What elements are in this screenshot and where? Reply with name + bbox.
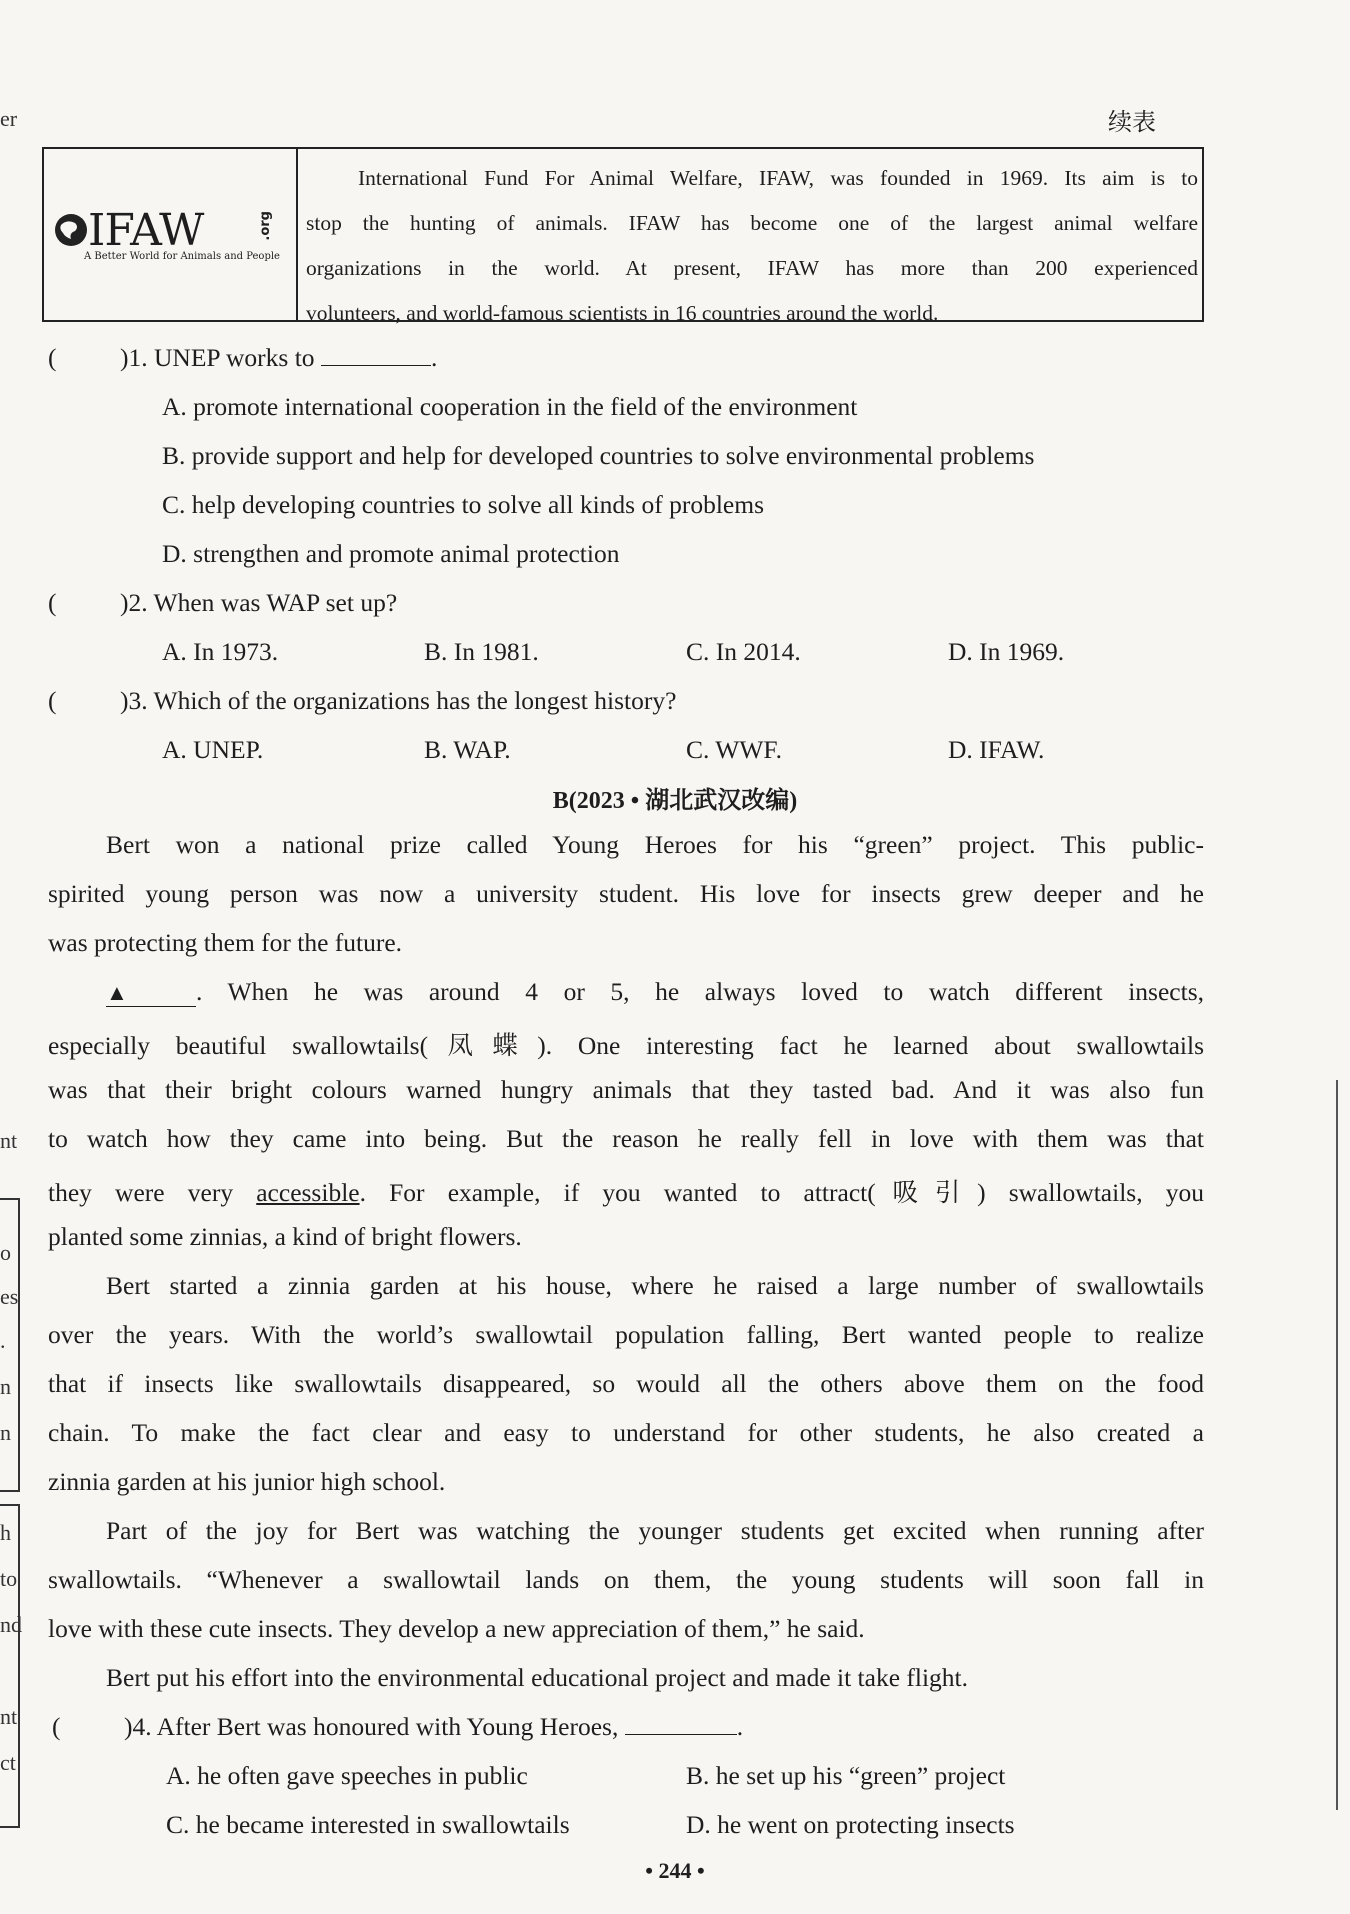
- edge-fragment: n: [0, 1420, 11, 1445]
- section-title: B(2023 • 湖北武汉改编): [552, 788, 798, 814]
- passage-line: was protecting them for the future.: [48, 928, 403, 957]
- question-stem: )4. After Bert was honoured with Young Heroes,: [124, 1712, 619, 1741]
- option-a: A. In 1973.: [162, 637, 279, 666]
- answer-bracket[interactable]: (: [48, 588, 57, 617]
- ifaw-line: organizations in the world. At present, IFAW has more than 200 experienced: [306, 256, 1198, 280]
- passage-line: especially beautiful swallowtails(凤蝶). One interesting fact he learned about swallowtails: [48, 1031, 1204, 1060]
- option-a: A. UNEP.: [162, 735, 264, 764]
- passage-line: Bert started a zinnia garden at his house, where he raised a large number of swallowtails: [106, 1271, 1204, 1300]
- option-c: C. WWF.: [686, 735, 782, 764]
- answer-bracket[interactable]: (: [48, 686, 57, 715]
- option-b: B. he set up his “green” project: [686, 1761, 1006, 1790]
- edge-fragment: ct: [0, 1750, 16, 1775]
- option-d: D. he went on protecting insects: [686, 1810, 1015, 1839]
- passage-line: chain. To make the fact clear and easy to understand for other students, he also created a: [48, 1418, 1204, 1447]
- edge-fragment: h: [0, 1520, 11, 1545]
- option-c: C. he became interested in swallowtails: [166, 1810, 570, 1839]
- passage-line: over the years. With the world’s swallowtail population falling, Bert wanted people to realize: [48, 1320, 1204, 1349]
- option-c: C. In 2014.: [686, 637, 801, 666]
- option-b: B. In 1981.: [424, 637, 539, 666]
- answer-bracket[interactable]: (: [52, 1712, 61, 1741]
- passage-line: [48, 1173, 1204, 1209]
- ifaw-description: [298, 149, 1202, 325]
- edge-fragment: to: [0, 1566, 18, 1591]
- option-c: C. help developing countries to solve all kinds of problems: [162, 490, 764, 519]
- ifaw-line: stop the hunting of animals. IFAW has become one of the largest animal welfare: [306, 211, 1198, 235]
- passage-line: love with these cute insects. They develop a new appreciation of them,” he said.: [48, 1614, 865, 1643]
- ifaw-line: volunteers, and world-famous scientists in 16 countries around the world.: [306, 301, 939, 325]
- answer-bracket[interactable]: (: [48, 343, 57, 372]
- passage-line: was that their bright colours warned hungry animals that they tasted bad. And it was also fun: [48, 1075, 1204, 1104]
- question-end: .: [430, 343, 438, 372]
- question-2: )2. When was WAP set up?: [120, 588, 398, 617]
- passage-line: [106, 977, 1204, 1007]
- margin-line: [1336, 1080, 1338, 1810]
- question-stem: )1. UNEP works to: [120, 343, 315, 372]
- question-3: )3. Which of the organizations has the longest history?: [120, 686, 677, 715]
- page-number: • 244 •: [645, 1858, 705, 1883]
- question-4: [124, 1712, 743, 1742]
- passage-text: they were very: [48, 1178, 257, 1207]
- option-a: A. promote international cooperation in the field of the environment: [162, 392, 858, 421]
- option-d: D. In 1969.: [948, 637, 1065, 666]
- option-b: B. provide support and help for developed countries to solve environmental problems: [162, 441, 1035, 470]
- passage-line: swallowtails. “Whenever a swallowtail lands on them, the young students will soon fall in: [48, 1565, 1204, 1594]
- passage-line: spirited young person was now a university student. His love for insects grew deeper and he: [48, 879, 1204, 908]
- question-1: [120, 343, 437, 373]
- ifaw-logo-org: .org: [258, 211, 273, 241]
- edge-fragment: .: [0, 1328, 6, 1353]
- passage-line: Bert put his effort into the environmental educational project and made it take flight.: [106, 1663, 969, 1692]
- answer-blank: [625, 1714, 737, 1735]
- passage-line: planted some zinnias, a kind of bright flowers.: [48, 1222, 522, 1251]
- ifaw-logo-text: IFAW: [88, 205, 204, 256]
- passage-line: Part of the joy for Bert was watching the younger students get excited when running after: [106, 1516, 1204, 1545]
- edge-fragment: nt: [0, 1128, 18, 1153]
- answer-blank: [321, 345, 431, 366]
- passage-text: . When he was around 4 or 5, he always loved to watch different insects,: [196, 977, 1204, 1006]
- passage-line: zinnia garden at his junior high school.: [48, 1467, 446, 1496]
- globe-icon: [52, 211, 90, 249]
- passage-line: to watch how they came into being. But the reason he really fell in love with them was that: [48, 1124, 1204, 1153]
- edge-fragment: o: [0, 1240, 11, 1265]
- ifaw-line: International Fund For Animal Welfare, IFAW, was founded in 1969. Its aim is to: [358, 166, 1198, 190]
- edge-fragment: er: [0, 106, 18, 131]
- edge-fragment: es: [0, 1284, 19, 1309]
- passage-line: that if insects like swallowtails disappeared, so would all the others above them on the food: [48, 1369, 1204, 1398]
- question-end: .: [736, 1712, 744, 1741]
- continued-label: 续表: [1108, 108, 1156, 136]
- ifaw-logo: [44, 149, 298, 320]
- triangle-blank[interactable]: ▲: [106, 980, 196, 1007]
- option-b: B. WAP.: [424, 735, 511, 764]
- ifaw-info-box: [42, 147, 1204, 325]
- edge-fragment: n: [0, 1374, 11, 1399]
- ifaw-tagline: A Better World for Animals and People: [84, 251, 280, 262]
- edge-fragment: nt: [0, 1704, 18, 1729]
- passage-line: Bert won a national prize called Young Heroes for his “green” project. This public-: [106, 830, 1204, 859]
- passage-text: . For example, if you wanted to attract(吸引) swallowtails, you: [359, 1178, 1204, 1207]
- option-a: A. he often gave speeches in public: [166, 1761, 528, 1790]
- edge-box: [0, 1504, 20, 1828]
- edge-fragment: nd: [0, 1612, 22, 1637]
- option-d: D. strengthen and promote animal protection: [162, 539, 620, 568]
- underlined-word: accessible: [256, 1178, 360, 1207]
- option-d: D. IFAW.: [948, 735, 1045, 764]
